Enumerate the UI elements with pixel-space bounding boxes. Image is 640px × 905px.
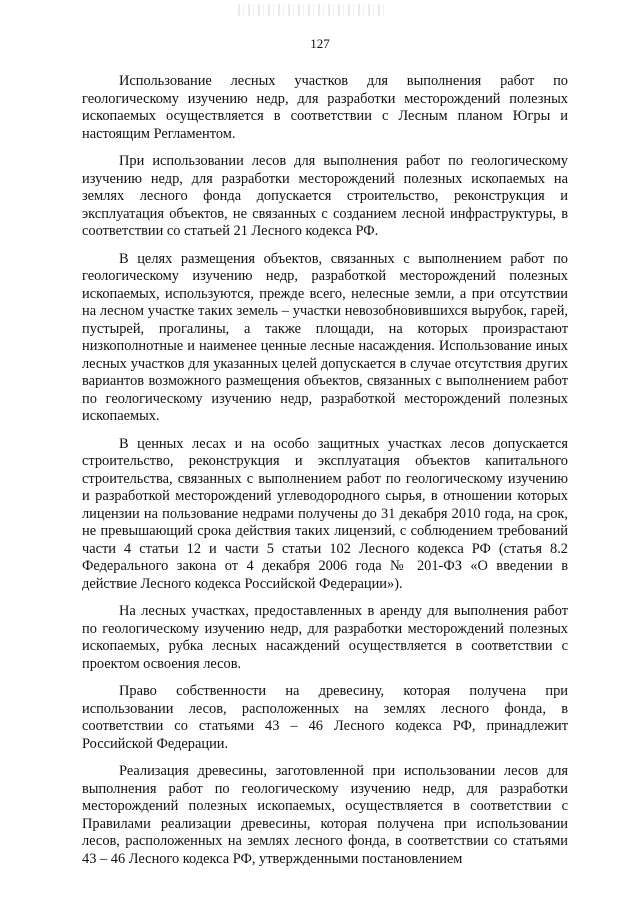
paragraph-6: Право собственности на древесину, которая получена при использовании лесов, расположенных на землях лесного фонда, в соответствии со статьями 43 – 46 Лесного кодекса РФ, принадлежит Российской Федерации. [82,683,568,752]
paragraph-1: Использование лесных участков для выполнения работ по геологическому изучению недр, для разработки месторождений полезных ископаемых осуществляется в соответствии с Лесным планом Югры и настоящим Регламентом. [82,73,568,142]
scan-artifact [238,4,388,16]
page-number: 127 [310,36,330,51]
document-body [82,73,568,868]
paragraph-3: В целях размещения объектов, связанных с выполнением работ по геологическому изучению недр, разработкой месторождений полезных ископаемых, используются, прежде всего, нелесные земли, а при отсутствии на лесном участке таких земель – участки невозобновившихся вырубок, гарей, пустырей, прогалины, а также площади, на которых произрастают низкополнотные и наименее ценные лесные насаждения. Использование иных лесных участков для указанных целей допускается в случае отсутствия других вариантов возможного размещения объектов, связанных с выполнением работ по геологическому изучению недр, разработкой месторождений полезных ископаемых. [82,250,568,424]
paragraph-7: Реализация древесины, заготовленной при использовании лесов для выполнения работ по геологическому изучению недр, для разработки месторождений полезных ископаемых, осуществляется в соответствии с Правилами реализации древесины, которая получена при использовании лесов, расположенных на землях лесного фонда, в соответствии со статьями 43 – 46 Лесного кодекса РФ, утвержденными постановлением [82,763,568,867]
paragraph-5: На лесных участках, предоставленных в аренду для выполнения работ по геологическому изучению недр, для разработки месторождений полезных ископаемых, рубка лесных насаждений осуществляется в соответствии с проектом освоения лесов. [82,603,568,672]
paragraph-2: При использовании лесов для выполнения работ по геологическому изучению недр, для разработки месторождений полезных ископаемых на землях лесного фонда допускается строительство, реконструкция и эксплуатация объектов, не связанных с созданием лесной инфраструктуры, в соответствии со статьей 21 Лесного кодекса РФ. [82,153,568,239]
paragraph-4: В ценных лесах и на особо защитных участках лесов допускается строительство, реконструкция и эксплуатация объектов капитального строительства, связанных с выполнением работ по геологическому изучению и разработкой месторождений углеводородного сырья, в отношении которых лицензии на пользование недрами получены до 31 декабря 2010 года, на срок, не превышающий срока действия таких лицензий, с соблюдением требований части 4 статьи 12 и части 5 статьи 102 Лесного кодекса РФ (статья 8.2 Федерального закона от 4 декабря 2006 года № 201-ФЗ «О введении в действие Лесного кодекса Российской Федерации»). [82,435,568,592]
